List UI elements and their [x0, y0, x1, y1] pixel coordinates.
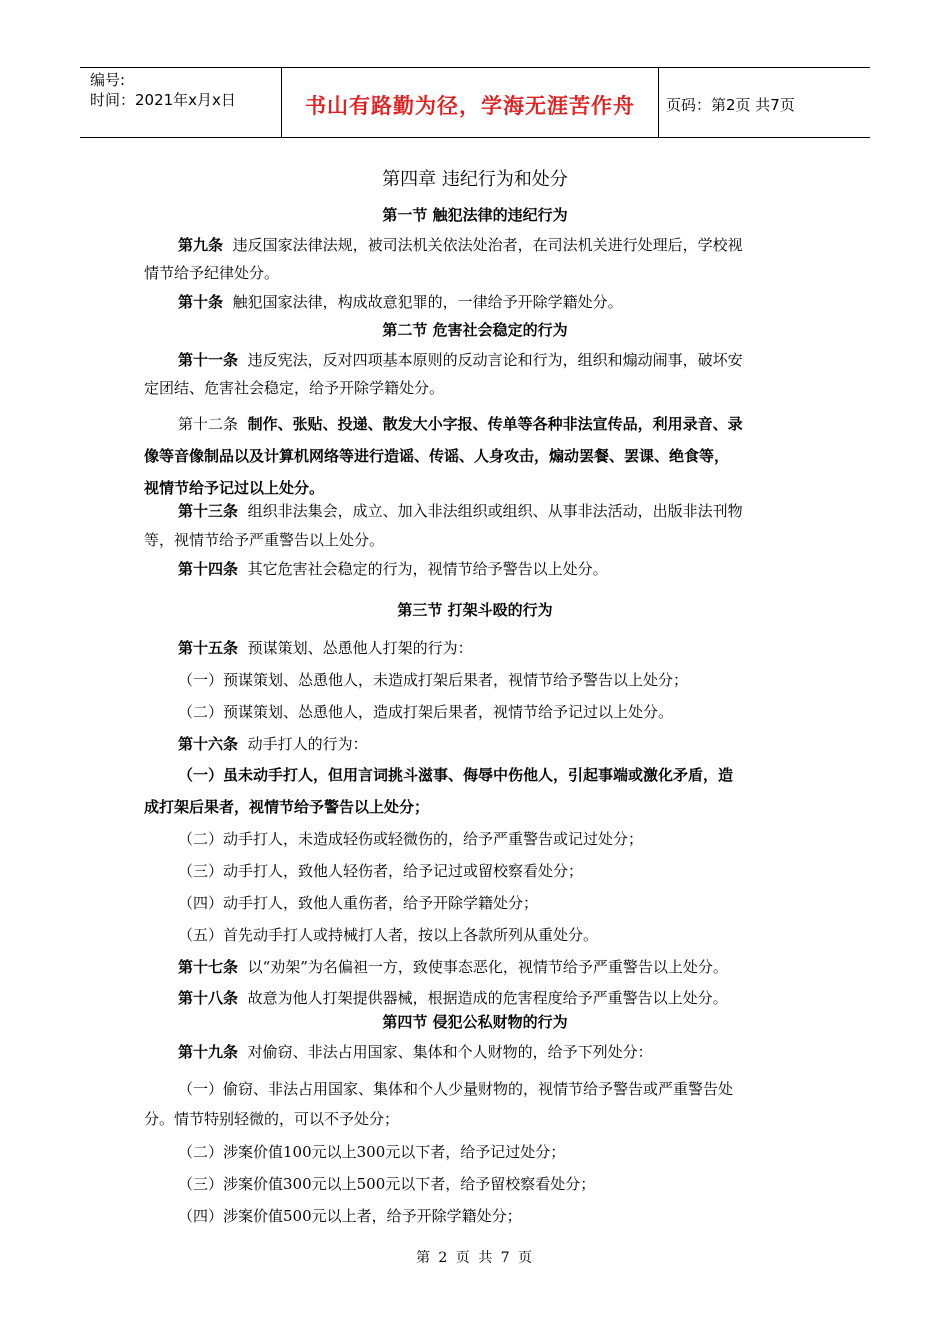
date-label: 时间：2021年x月x日 — [90, 91, 236, 109]
document-header — [80, 67, 870, 138]
article-label: 第十三条 — [178, 502, 239, 520]
article-item: （一）偷窃、非法占用国家、集体和个人少量财物的，视情节给予警告或严重警告处 — [178, 1080, 734, 1098]
article-label: 第十六条 — [178, 735, 239, 753]
article-12 — [178, 413, 743, 434]
article-item: （五）首先动手打人或持械打人者，按以上各款所列从重处分。 — [178, 926, 599, 944]
article-16 — [178, 733, 368, 754]
article-text: 组织非法集会，成立、加入非法组织或组织、从事非法活动，出版非法刊物 — [247, 502, 743, 520]
article-label: 第十五条 — [178, 639, 239, 657]
article-label: 第九条 — [178, 236, 224, 254]
article-text: 其它危害社会稳定的行为，视情节给予警告以上处分。 — [247, 560, 608, 578]
header-motto-cell — [281, 68, 659, 137]
article-item: （一）虽未动手打人，但用言词挑斗滋事、侮辱中伤他人，引起事端或激化矛盾，造 — [178, 766, 734, 784]
article-item: （三）动手打人，致他人轻伤者，给予记过或留校察看处分； — [178, 862, 584, 880]
article-label: 第十九条 — [178, 1043, 239, 1061]
article-18 — [178, 987, 728, 1008]
article-item: （二）涉案价值100元以上300元以下者，给予记过处分； — [178, 1143, 566, 1161]
chapter-title: 第四章 违纪行为和处分 — [382, 169, 568, 190]
article-text: 定团结、危害社会稳定，给予开除学籍处分。 — [144, 379, 445, 397]
article-text: 触犯国家法律，构成故意犯罪的，一律给予开除学籍处分。 — [232, 293, 623, 311]
article-item: 分。情节特别轻微的，可以不予处分； — [144, 1110, 400, 1128]
article-label: 第十八条 — [178, 989, 239, 1007]
article-label: 第十一条 — [178, 351, 239, 369]
motto: 书山有路勤为径，学海无涯苦作舟 — [305, 94, 635, 118]
article-text: 情节给予纪律处分。 — [144, 264, 280, 282]
article-text: 动手打人的行为： — [247, 735, 368, 753]
article-label: 第十七条 — [178, 958, 239, 976]
header-page-cell — [658, 68, 870, 137]
article-item: （四）涉案价值500元以上者，给予开除学籍处分； — [178, 1207, 522, 1225]
page-footer: 第 2 页 共 7 页 — [415, 1250, 535, 1266]
article-text: 以“劝架”为名偏袒一方，致使事态恶化，视情节给予严重警告以上处分。 — [247, 958, 728, 976]
article-label: 第十四条 — [178, 560, 239, 578]
article-text: 对偷窃、非法占用国家、集体和个人财物的，给予下列处分： — [247, 1043, 653, 1061]
article-text: 预谋策划、怂恿他人打架的行为： — [247, 639, 473, 657]
article-9 — [178, 234, 743, 255]
header-info-cell — [80, 68, 281, 137]
section-title: 第四节 侵犯公私财物的行为 — [382, 1013, 568, 1031]
article-text: 制作、张贴、投递、散发大小字报、传单等各种非法宣传品，利用录音、录 — [247, 415, 743, 433]
page-info: 页码：第2页 共7页 — [666, 96, 795, 114]
article-text: 等，视情节给予严重警告以上处分。 — [144, 531, 385, 549]
article-13 — [178, 500, 743, 521]
article-text: 故意为他人打架提供器械，根据造成的危害程度给予严重警告以上处分。 — [247, 989, 728, 1007]
article-17 — [178, 956, 728, 977]
article-label: 第十条 — [178, 293, 224, 311]
article-text: 违反宪法，反对四项基本原则的反动言论和行为，组织和煽动闹事，破坏安 — [247, 351, 743, 369]
article-item: 成打架后果者，视情节给予警告以上处分； — [144, 798, 430, 816]
section-title: 第三节 打架斗殴的行为 — [397, 601, 553, 619]
article-11 — [178, 349, 743, 370]
section-title: 第二节 危害社会稳定的行为 — [382, 321, 568, 339]
serial-label: 编号: — [90, 71, 126, 89]
article-item: （四）动手打人，致他人重伤者，给予开除学籍处分； — [178, 894, 539, 912]
article-14 — [178, 558, 608, 579]
article-text: 视情节给予记过以上处分。 — [144, 479, 325, 497]
article-text: 违反国家法律法规，被司法机关依法处治者，在司法机关进行处理后，学校视 — [232, 236, 743, 254]
article-15 — [178, 637, 473, 658]
article-text: 像等音像制品以及计算机网络等进行造谣、传谣、人身攻击，煽动罢餐、罢课、绝食等， — [144, 447, 730, 465]
section-title: 第一节 触犯法律的违纪行为 — [382, 206, 568, 224]
article-10 — [178, 291, 623, 312]
article-label: 第十二条 — [178, 415, 239, 433]
article-item: （三）涉案价值300元以上500元以下者，给予留校察看处分； — [178, 1175, 596, 1193]
article-item: （二）预谋策划、怂恿他人，造成打架后果者，视情节给予记过以上处分。 — [178, 703, 674, 721]
article-19 — [178, 1041, 653, 1062]
article-item: （二）动手打人，未造成轻伤或轻微伤的，给予严重警告或记过处分； — [178, 830, 644, 848]
article-item: （一）预谋策划、怂恿他人，未造成打架后果者，视情节给予警告以上处分； — [178, 671, 689, 689]
